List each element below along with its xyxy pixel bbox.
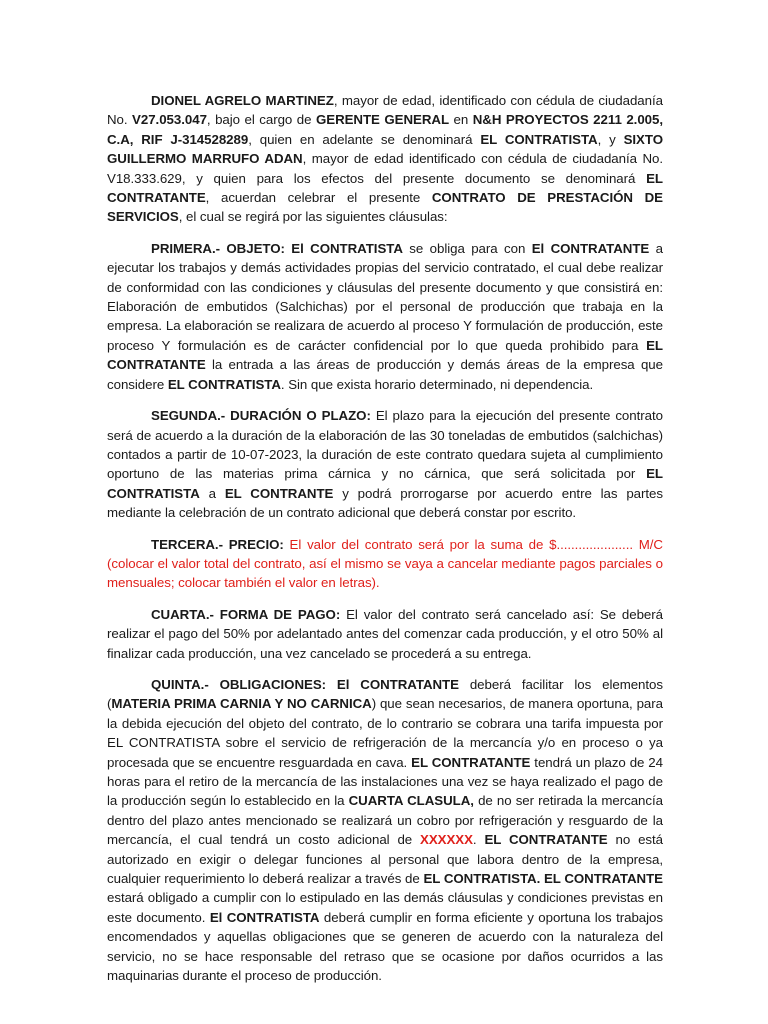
contractor-name: DIONEL AGRELO MARTINEZ <box>151 93 334 108</box>
contractor-term: EL CONTRATISTA <box>480 131 598 147</box>
client-name: SIXTO GUILLERMO MARRUFO ADAN <box>107 131 663 167</box>
clause-quinta: QUINTA.- OBLIGACIONES: El CONTRATANTE deberá facilitar los elementos (MATERIA PRIMA CARNIA Y NO CARNICA) que sean necesarios, de manera oportuna, para la debida ejecución del objeto del contrato, de lo contrario se cobrara una tarifa impuesta por EL CONTRATISTA sobre el servicio de refrigeración de la mercancía y/o en proceso o ya procesada que se encuentre resguardada en cava. EL CONTRATANTE tendrá un plazo de 24 horas para el retiro de la mercancía de las instalaciones una vez se haya realizado el pago de la producción según lo establecido en la CUARTA CLASULA, de no ser retirada la mercancía dentro del plazo antes mencionado se realizará un cobro por refrigeración y resguardo de la mercancía, el cual tendrá un costo adicional de XXXXXX. EL CONTRATANTE no está autorizado en exigir o delegar funciones al personal que labora dentro de la empresa, cualquier requerimiento lo deberá realizar a través de EL CONTRATISTA. EL CONTRATANTE estará obligado a cumplir con lo estipulado en las demás cláusulas y condiciones previstas en este documento. El CONTRATISTA deberá cumplir en forma eficiente y oportuna los trabajos encomendados y aquellas obligaciones que se generen de acuerdo con la naturaleza del servicio, no se hace responsable del retraso que se ocasione por daños ocurridos a las maquinarias durante el proceso de producción. <box>107 676 664 984</box>
contractor-id: V27.053.047 <box>132 112 207 128</box>
clause-segunda-heading: SEGUNDA.- DURACIÓN O PLAZO: <box>151 408 371 424</box>
clause-tercera-heading: TERCERA.- PRECIO: <box>151 536 284 552</box>
company-name: N&H PROYECTOS 2211 2.005, C.A, RIF J-314528289 <box>107 112 663 147</box>
clause-quinta-heading: QUINTA.- OBLIGACIONES: El CONTRATANTE <box>151 676 459 692</box>
clause-segunda: SEGUNDA.- DURACIÓN O PLAZO: El plazo para la ejecución del presente contrato será de acuerdo a la duración de la elaboración de las 30 toneladas de embutidos (salchichas) contados a partir de 10-07-2023, la duración de este contrato quedara sujeta al cumplimiento oportuno de las materias prima cárnica y no cárnica, que será solicitada por EL CONTRATISTA a EL CONTRANTE y podrá prorrogarse por acuerdo entre las partes mediante la celebración de un contrato adicional que deberá constar por escrito. <box>107 408 663 521</box>
clause-cuarta: CUARTA.- FORMA DE PAGO: El valor del contrato será cancelado así: Se deberá realizar el pago del 50% por adelantado antes del comenzar cada producción, y el otro 50% al finalizar cada producción, una vez cancelado se procederá a su entrega. <box>107 606 664 661</box>
contract-type: CONTRATO DE PRESTACIÓN DE SERVICIOS <box>107 190 663 225</box>
client-term: EL CONTRATANTE <box>107 170 663 206</box>
price-placeholder-text: El valor del contrato será por la suma de $..................... M/C (colocar el valor total del contrato, así el mismo se vaya a cancelar mediante pagos parciales o mensuales; colocar también el valor en letras). <box>107 536 663 591</box>
clause-tercera <box>107 535 663 593</box>
intro-paragraph: DIONEL AGRELO MARTINEZ, mayor de edad, identificado con cédula de ciudadanía No. V27.053.047, bajo el cargo de GERENTE GENERAL en N&H PROYECTOS 2211 2.005, C.A, RIF J-314528289, quien en adelante se denominará EL CONTRATISTA, y SIXTO GUILLERMO MARRUFO ADAN, mayor de edad identificado con cédula de ciudadanía No. V18.333.629, y quien para los efectos del presente documento se denominará EL CONTRATANTE, acuerdan celebrar el presente CONTRATO DE PRESTACIÓN DE SERVICIOS, el cual se regirá por las siguientes cláusulas: <box>107 93 663 225</box>
cost-placeholder: XXXXXX <box>420 832 473 848</box>
clause-primera: PRIMERA.- OBJETO: El CONTRATISTA se obliga para con El CONTRATANTE a ejecutar los trabajos y demás actividades propias del servicio contratado, el cual debe realizar de conformidad con las condiciones y cláusulas del presente documento y que consistirá en: Elaboración de embutidos (Salchichas) por el personal de producción que trabaja en la empresa. La elaboración se realizara de acuerdo al proceso Y formulación de producción, este proceso Y formulación es de carácter confidencial por lo que queda prohibido para EL CONTRATANTE la entrada a las áreas de producción y demás áreas de la empresa que considere EL CONTRATISTA. Sin que exista horario determinado, ni dependencia. <box>107 240 663 392</box>
contractor-role: GERENTE GENERAL <box>315 112 450 128</box>
clause-cuarta-heading: CUARTA.- FORMA DE PAGO: <box>151 606 341 622</box>
clause-primera-heading: PRIMERA.- OBJETO: El CONTRATISTA <box>151 240 403 256</box>
